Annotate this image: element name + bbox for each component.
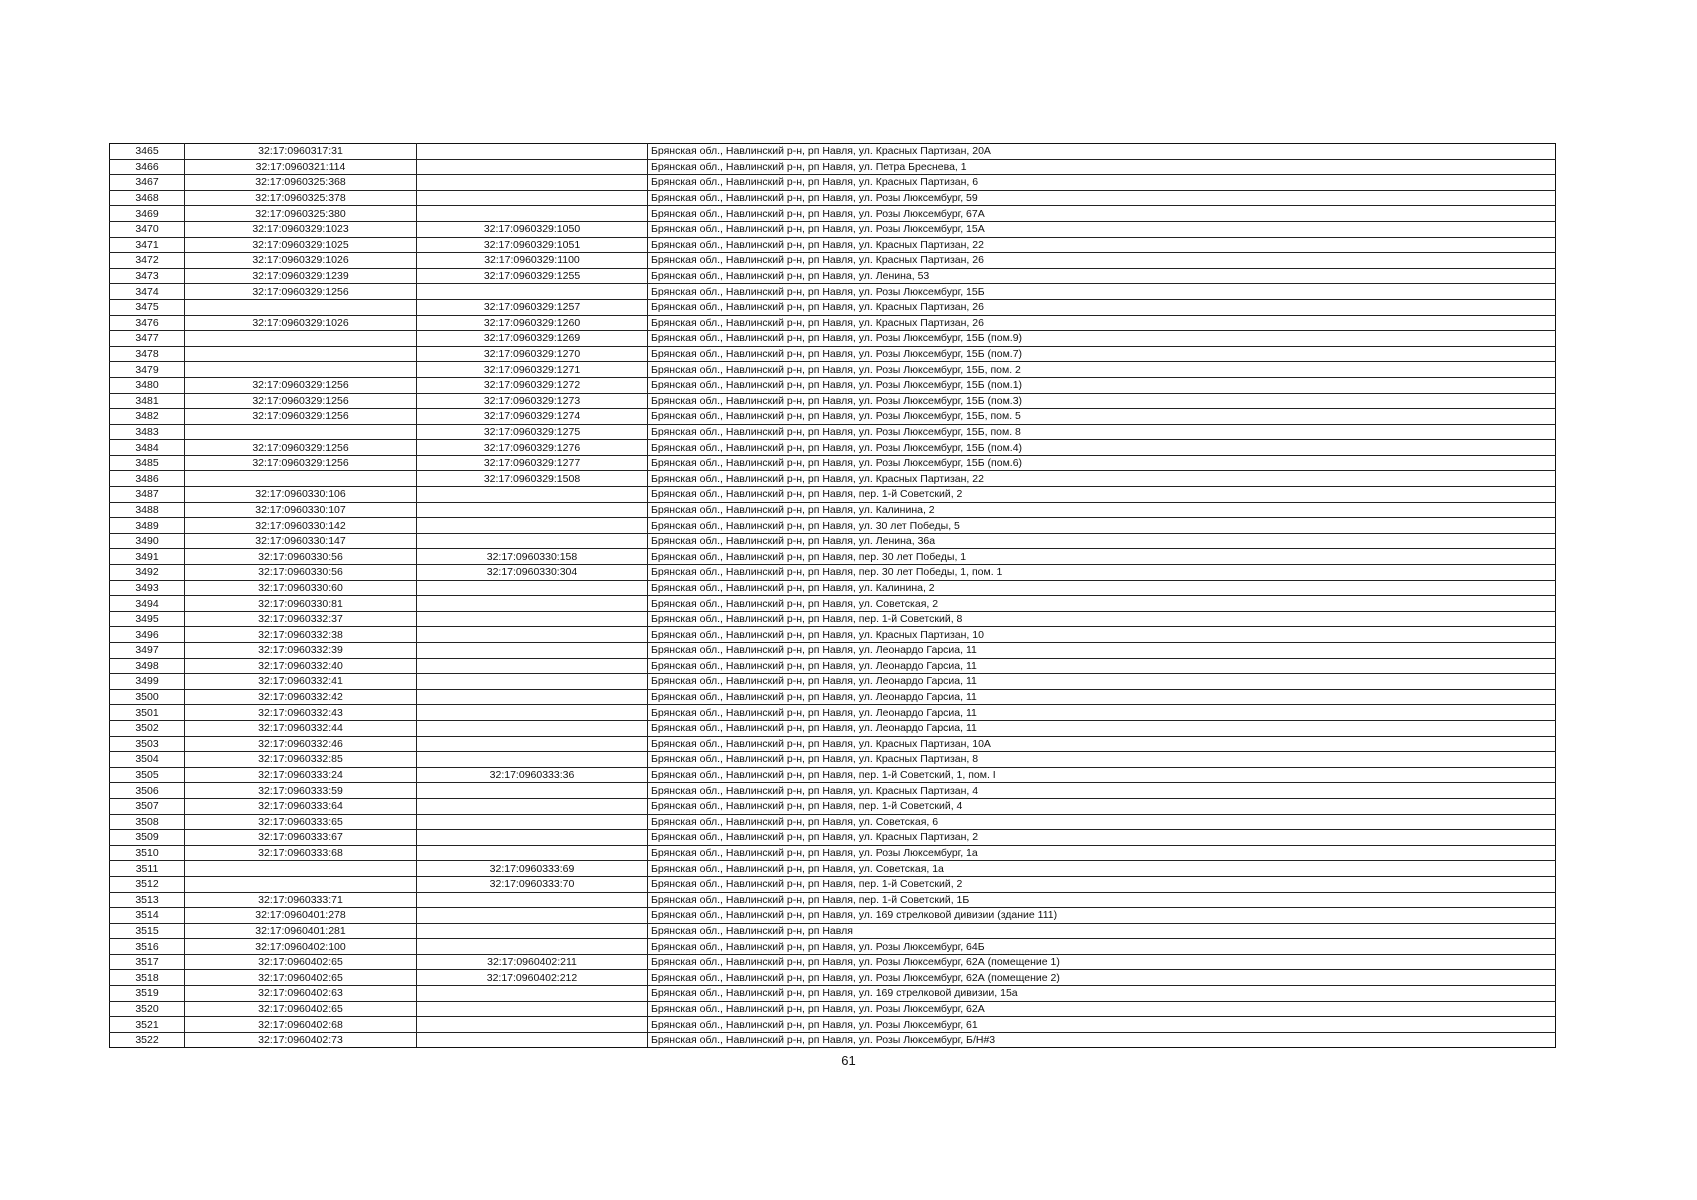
related-cadastral-number-cell: 32:17:0960329:1260 [417, 315, 648, 331]
address-cell: Брянская обл., Навлинский р-н, рп Навля, ул. Красных Партизан, 6 [648, 175, 1556, 191]
cadastral-number-cell: 32:17:0960317:31 [185, 144, 417, 160]
address-cell: Брянская обл., Навлинский р-н, рп Навля, ул. Красных Партизан, 10 [648, 627, 1556, 643]
cadastral-number-cell [185, 299, 417, 315]
row-number-cell: 3475 [110, 299, 185, 315]
cadastral-number-cell: 32:17:0960332:38 [185, 627, 417, 643]
related-cadastral-number-cell [417, 487, 648, 503]
cadastral-number-cell: 32:17:0960332:40 [185, 658, 417, 674]
table-row [110, 549, 1556, 565]
related-cadastral-number-cell [417, 798, 648, 814]
row-number-cell: 3484 [110, 440, 185, 456]
cadastral-number-cell: 32:17:0960330:60 [185, 580, 417, 596]
related-cadastral-number-cell: 32:17:0960329:1277 [417, 455, 648, 471]
related-cadastral-number-cell [417, 923, 648, 939]
table-row [110, 658, 1556, 674]
address-cell: Брянская обл., Навлинский р-н, рп Навля, ул. Красных Партизан, 26 [648, 299, 1556, 315]
row-number-cell: 3517 [110, 954, 185, 970]
table-row [110, 736, 1556, 752]
cadastral-number-cell [185, 346, 417, 362]
cadastral-number-cell: 32:17:0960330:106 [185, 487, 417, 503]
table-row [110, 1032, 1556, 1048]
cadastral-number-cell: 32:17:0960330:56 [185, 549, 417, 565]
related-cadastral-number-cell [417, 814, 648, 830]
cadastral-number-cell: 32:17:0960321:114 [185, 159, 417, 175]
row-number-cell: 3516 [110, 939, 185, 955]
cadastral-number-cell: 32:17:0960329:1256 [185, 440, 417, 456]
row-number-cell: 3487 [110, 487, 185, 503]
related-cadastral-number-cell: 32:17:0960329:1257 [417, 299, 648, 315]
row-number-cell: 3467 [110, 175, 185, 191]
cadastral-number-cell: 32:17:0960402:65 [185, 970, 417, 986]
cadastral-number-cell: 32:17:0960401:281 [185, 923, 417, 939]
table-body [110, 144, 1556, 1048]
address-cell: Брянская обл., Навлинский р-н, рп Навля, ул. Красных Партизан, 4 [648, 783, 1556, 799]
row-number-cell: 3486 [110, 471, 185, 487]
row-number-cell: 3481 [110, 393, 185, 409]
row-number-cell: 3504 [110, 752, 185, 768]
cadastral-number-cell [185, 876, 417, 892]
address-cell: Брянская обл., Навлинский р-н, рп Навля, пер. 1-й Советский, 1, пом. I [648, 767, 1556, 783]
cadastral-number-cell: 32:17:0960333:67 [185, 830, 417, 846]
table-row [110, 596, 1556, 612]
related-cadastral-number-cell [417, 175, 648, 191]
related-cadastral-number-cell: 32:17:0960329:1273 [417, 393, 648, 409]
row-number-cell: 3505 [110, 767, 185, 783]
table-row [110, 487, 1556, 503]
cadastral-number-cell: 32:17:0960332:85 [185, 752, 417, 768]
related-cadastral-number-cell [417, 284, 648, 300]
table-row [110, 923, 1556, 939]
cadastral-number-cell: 32:17:0960329:1256 [185, 393, 417, 409]
related-cadastral-number-cell [417, 908, 648, 924]
related-cadastral-number-cell [417, 611, 648, 627]
related-cadastral-number-cell [417, 596, 648, 612]
row-number-cell: 3482 [110, 409, 185, 425]
address-cell: Брянская обл., Навлинский р-н, рп Навля, пер. 30 лет Победы, 1, пом. 1 [648, 565, 1556, 581]
table-row [110, 783, 1556, 799]
row-number-cell: 3513 [110, 892, 185, 908]
table-row [110, 565, 1556, 581]
table-row [110, 175, 1556, 191]
related-cadastral-number-cell: 32:17:0960333:69 [417, 861, 648, 877]
table-row [110, 908, 1556, 924]
table-row [110, 502, 1556, 518]
address-cell: Брянская обл., Навлинский р-н, рп Навля, ул. Советская, 6 [648, 814, 1556, 830]
related-cadastral-number-cell [417, 939, 648, 955]
row-number-cell: 3468 [110, 190, 185, 206]
related-cadastral-number-cell [417, 830, 648, 846]
address-cell: Брянская обл., Навлинский р-н, рп Навля, ул. Красных Партизан, 8 [648, 752, 1556, 768]
table-row [110, 533, 1556, 549]
table-row [110, 409, 1556, 425]
related-cadastral-number-cell [417, 190, 648, 206]
related-cadastral-number-cell: 32:17:0960329:1050 [417, 221, 648, 237]
address-cell: Брянская обл., Навлинский р-н, рп Навля [648, 923, 1556, 939]
cadastral-number-cell: 32:17:0960333:65 [185, 814, 417, 830]
address-cell: Брянская обл., Навлинский р-н, рп Навля, ул. 30 лет Победы, 5 [648, 518, 1556, 534]
row-number-cell: 3490 [110, 533, 185, 549]
cadastral-number-cell: 32:17:0960330:107 [185, 502, 417, 518]
related-cadastral-number-cell [417, 689, 648, 705]
row-number-cell: 3469 [110, 206, 185, 222]
table-row [110, 814, 1556, 830]
table-row [110, 674, 1556, 690]
address-cell: Брянская обл., Навлинский р-н, рп Навля, ул. Розы Люксембург, 15Б (пом.3) [648, 393, 1556, 409]
related-cadastral-number-cell: 32:17:0960329:1274 [417, 409, 648, 425]
row-number-cell: 3501 [110, 705, 185, 721]
address-cell: Брянская обл., Навлинский р-н, рп Навля, ул. Леонардо Гарсиа, 11 [648, 689, 1556, 705]
cadastral-number-cell: 32:17:0960332:41 [185, 674, 417, 690]
table-row [110, 284, 1556, 300]
cadastral-number-cell: 32:17:0960402:73 [185, 1032, 417, 1048]
cadastral-number-cell [185, 471, 417, 487]
row-number-cell: 3488 [110, 502, 185, 518]
table-row [110, 159, 1556, 175]
page-number: 61 [841, 1053, 856, 1068]
row-number-cell: 3489 [110, 518, 185, 534]
address-cell: Брянская обл., Навлинский р-н, рп Навля, ул. Розы Люксембург, 61 [648, 1017, 1556, 1033]
row-number-cell: 3496 [110, 627, 185, 643]
address-cell: Брянская обл., Навлинский р-н, рп Навля, ул. Розы Люксембург, 62А [648, 1001, 1556, 1017]
address-cell: Брянская обл., Навлинский р-н, рп Навля, ул. Леонардо Гарсиа, 11 [648, 720, 1556, 736]
table-row [110, 970, 1556, 986]
address-cell: Брянская обл., Навлинский р-н, рп Навля, ул. Красных Партизан, 20А [648, 144, 1556, 160]
cadastral-number-cell: 32:17:0960329:1026 [185, 253, 417, 269]
table-row [110, 221, 1556, 237]
address-cell: Брянская обл., Навлинский р-н, рп Навля, ул. Розы Люксембург, 1а [648, 845, 1556, 861]
cadastral-number-cell [185, 362, 417, 378]
related-cadastral-number-cell [417, 206, 648, 222]
row-number-cell: 3495 [110, 611, 185, 627]
row-number-cell: 3511 [110, 861, 185, 877]
address-cell: Брянская обл., Навлинский р-н, рп Навля, ул. Розы Люксембург, 15Б (пом.6) [648, 455, 1556, 471]
address-cell: Брянская обл., Навлинский р-н, рп Навля, ул. Розы Люксембург, 15Б (пом.1) [648, 377, 1556, 393]
address-cell: Брянская обл., Навлинский р-н, рп Навля, пер. 1-й Советский, 4 [648, 798, 1556, 814]
table-row [110, 299, 1556, 315]
row-number-cell: 3491 [110, 549, 185, 565]
cadastral-number-cell: 32:17:0960332:46 [185, 736, 417, 752]
table-row [110, 1017, 1556, 1033]
related-cadastral-number-cell [417, 658, 648, 674]
related-cadastral-number-cell: 32:17:0960329:1271 [417, 362, 648, 378]
table-row [110, 362, 1556, 378]
row-number-cell: 3509 [110, 830, 185, 846]
cadastral-number-cell: 32:17:0960329:1239 [185, 268, 417, 284]
cadastral-number-cell: 32:17:0960330:56 [185, 565, 417, 581]
row-number-cell: 3470 [110, 221, 185, 237]
address-cell: Брянская обл., Навлинский р-н, рп Навля, ул. Калинина, 2 [648, 502, 1556, 518]
address-cell: Брянская обл., Навлинский р-н, рп Навля, ул. Красных Партизан, 2 [648, 830, 1556, 846]
related-cadastral-number-cell [417, 580, 648, 596]
cadastral-number-cell [185, 424, 417, 440]
document-table [109, 143, 1556, 1048]
related-cadastral-number-cell [417, 674, 648, 690]
related-cadastral-number-cell: 32:17:0960329:1276 [417, 440, 648, 456]
related-cadastral-number-cell [417, 627, 648, 643]
related-cadastral-number-cell [417, 845, 648, 861]
table-row [110, 455, 1556, 471]
row-number-cell: 3521 [110, 1017, 185, 1033]
address-cell: Брянская обл., Навлинский р-н, рп Навля, ул. Красных Партизан, 26 [648, 253, 1556, 269]
address-cell: Брянская обл., Навлинский р-н, рп Навля, ул. Петра Бреснева, 1 [648, 159, 1556, 175]
related-cadastral-number-cell: 32:17:0960329:1272 [417, 377, 648, 393]
row-number-cell: 3477 [110, 331, 185, 347]
cadastral-number-cell: 32:17:0960332:42 [185, 689, 417, 705]
cadastral-number-cell: 32:17:0960325:378 [185, 190, 417, 206]
table-row [110, 190, 1556, 206]
table-row [110, 518, 1556, 534]
row-number-cell: 3497 [110, 643, 185, 659]
address-cell: Брянская обл., Навлинский р-н, рп Навля, ул. Розы Люксембург, 15Б (пом.4) [648, 440, 1556, 456]
cadastral-number-cell: 32:17:0960333:59 [185, 783, 417, 799]
table-row [110, 377, 1556, 393]
cadastral-number-cell: 32:17:0960402:63 [185, 986, 417, 1002]
cadastral-number-cell: 32:17:0960330:81 [185, 596, 417, 612]
cadastral-number-cell: 32:17:0960329:1256 [185, 455, 417, 471]
table-row [110, 939, 1556, 955]
table-row [110, 424, 1556, 440]
address-cell: Брянская обл., Навлинский р-н, рп Навля, ул. Леонардо Гарсиа, 11 [648, 658, 1556, 674]
address-cell: Брянская обл., Навлинский р-н, рп Навля, ул. 169 стрелковой дивизии, 15а [648, 986, 1556, 1002]
related-cadastral-number-cell: 32:17:0960329:1270 [417, 346, 648, 362]
address-cell: Брянская обл., Навлинский р-н, рп Навля, пер. 30 лет Победы, 1 [648, 549, 1556, 565]
cadastral-number-cell: 32:17:0960325:368 [185, 175, 417, 191]
address-cell: Брянская обл., Навлинский р-н, рп Навля, пер. 1-й Советский, 2 [648, 876, 1556, 892]
row-number-cell: 3503 [110, 736, 185, 752]
table-row [110, 253, 1556, 269]
related-cadastral-number-cell [417, 643, 648, 659]
address-cell: Брянская обл., Навлинский р-н, рп Навля, ул. Розы Люксембург, 62А (помещение 2) [648, 970, 1556, 986]
address-cell: Брянская обл., Навлинский р-н, рп Навля, ул. Розы Люксембург, 62А (помещение 1) [648, 954, 1556, 970]
address-cell: Брянская обл., Навлинский р-н, рп Навля, ул. Леонардо Гарсиа, 11 [648, 674, 1556, 690]
row-number-cell: 3485 [110, 455, 185, 471]
row-number-cell: 3507 [110, 798, 185, 814]
table-row [110, 986, 1556, 1002]
row-number-cell: 3518 [110, 970, 185, 986]
address-cell: Брянская обл., Навлинский р-н, рп Навля, ул. Розы Люксембург, 15Б (пом.9) [648, 331, 1556, 347]
cadastral-number-cell: 32:17:0960330:147 [185, 533, 417, 549]
related-cadastral-number-cell: 32:17:0960333:36 [417, 767, 648, 783]
address-cell: Брянская обл., Навлинский р-н, рп Навля, ул. Советская, 2 [648, 596, 1556, 612]
related-cadastral-number-cell: 32:17:0960329:1269 [417, 331, 648, 347]
row-number-cell: 3479 [110, 362, 185, 378]
table-row [110, 206, 1556, 222]
cadastral-number-cell [185, 331, 417, 347]
row-number-cell: 3492 [110, 565, 185, 581]
related-cadastral-number-cell: 32:17:0960402:211 [417, 954, 648, 970]
row-number-cell: 3520 [110, 1001, 185, 1017]
address-cell: Брянская обл., Навлинский р-н, рп Навля, ул. Розы Люксембург, 15Б, пом. 8 [648, 424, 1556, 440]
table-row [110, 346, 1556, 362]
address-cell: Брянская обл., Навлинский р-н, рп Навля, ул. Ленина, 36а [648, 533, 1556, 549]
cadastral-number-cell: 32:17:0960332:44 [185, 720, 417, 736]
address-cell: Брянская обл., Навлинский р-н, рп Навля, пер. 1-й Советский, 8 [648, 611, 1556, 627]
address-cell: Брянская обл., Навлинский р-н, рп Навля, ул. Розы Люксембург, 67А [648, 206, 1556, 222]
address-cell: Брянская обл., Навлинский р-н, рп Навля, ул. Красных Партизан, 26 [648, 315, 1556, 331]
cadastral-number-cell: 32:17:0960402:65 [185, 954, 417, 970]
related-cadastral-number-cell [417, 720, 648, 736]
related-cadastral-number-cell [417, 1032, 648, 1048]
row-number-cell: 3480 [110, 377, 185, 393]
row-number-cell: 3473 [110, 268, 185, 284]
related-cadastral-number-cell [417, 736, 648, 752]
related-cadastral-number-cell [417, 705, 648, 721]
table-row [110, 627, 1556, 643]
table-row [110, 580, 1556, 596]
related-cadastral-number-cell [417, 892, 648, 908]
address-cell: Брянская обл., Навлинский р-н, рп Навля, ул. Советская, 1а [648, 861, 1556, 877]
row-number-cell: 3500 [110, 689, 185, 705]
cadastral-number-cell: 32:17:0960401:278 [185, 908, 417, 924]
row-number-cell: 3515 [110, 923, 185, 939]
address-cell: Брянская обл., Навлинский р-н, рп Навля, ул. Ленина, 53 [648, 268, 1556, 284]
related-cadastral-number-cell: 32:17:0960329:1100 [417, 253, 648, 269]
row-number-cell: 3483 [110, 424, 185, 440]
row-number-cell: 3514 [110, 908, 185, 924]
related-cadastral-number-cell: 32:17:0960330:158 [417, 549, 648, 565]
cadastral-number-cell: 32:17:0960329:1025 [185, 237, 417, 253]
address-cell: Брянская обл., Навлинский р-н, рп Навля, пер. 1-й Советский, 1Б [648, 892, 1556, 908]
related-cadastral-number-cell: 32:17:0960333:70 [417, 876, 648, 892]
table-row [110, 892, 1556, 908]
address-cell: Брянская обл., Навлинский р-н, рп Навля, ул. Розы Люксембург, 64Б [648, 939, 1556, 955]
table-row [110, 752, 1556, 768]
table-row [110, 689, 1556, 705]
table-row [110, 643, 1556, 659]
address-cell: Брянская обл., Навлинский р-н, рп Навля, пер. 1-й Советский, 2 [648, 487, 1556, 503]
cadastral-number-cell: 32:17:0960333:64 [185, 798, 417, 814]
address-cell: Брянская обл., Навлинский р-н, рп Навля, ул. Красных Партизан, 22 [648, 471, 1556, 487]
row-number-cell: 3474 [110, 284, 185, 300]
row-number-cell: 3465 [110, 144, 185, 160]
related-cadastral-number-cell [417, 1017, 648, 1033]
table-row [110, 767, 1556, 783]
cadastral-number-cell: 32:17:0960330:142 [185, 518, 417, 534]
table-row [110, 845, 1556, 861]
table-row [110, 331, 1556, 347]
related-cadastral-number-cell: 32:17:0960329:1255 [417, 268, 648, 284]
table-row [110, 237, 1556, 253]
related-cadastral-number-cell [417, 986, 648, 1002]
cadastral-number-cell: 32:17:0960333:24 [185, 767, 417, 783]
row-number-cell: 3522 [110, 1032, 185, 1048]
row-number-cell: 3476 [110, 315, 185, 331]
related-cadastral-number-cell: 32:17:0960402:212 [417, 970, 648, 986]
table-row [110, 393, 1556, 409]
table-row [110, 954, 1556, 970]
address-cell: Брянская обл., Навлинский р-н, рп Навля, ул. Калинина, 2 [648, 580, 1556, 596]
related-cadastral-number-cell: 32:17:0960329:1051 [417, 237, 648, 253]
cadastral-number-cell: 32:17:0960402:65 [185, 1001, 417, 1017]
address-cell: Брянская обл., Навлинский р-н, рп Навля, ул. Розы Люксембург, 15А [648, 221, 1556, 237]
address-cell: Брянская обл., Навлинский р-н, рп Навля, ул. Розы Люксембург, 15Б (пом.7) [648, 346, 1556, 362]
row-number-cell: 3471 [110, 237, 185, 253]
cadastral-number-cell: 32:17:0960329:1256 [185, 409, 417, 425]
address-cell: Брянская обл., Навлинский р-н, рп Навля, ул. Розы Люксембург, Б/Н#3 [648, 1032, 1556, 1048]
cadastral-number-cell: 32:17:0960329:1023 [185, 221, 417, 237]
related-cadastral-number-cell [417, 783, 648, 799]
address-cell: Брянская обл., Навлинский р-н, рп Навля, ул. Розы Люксембург, 15Б, пом. 5 [648, 409, 1556, 425]
table-row [110, 440, 1556, 456]
cadastral-number-cell: 32:17:0960332:39 [185, 643, 417, 659]
related-cadastral-number-cell: 32:17:0960329:1508 [417, 471, 648, 487]
row-number-cell: 3506 [110, 783, 185, 799]
table-row [110, 830, 1556, 846]
related-cadastral-number-cell [417, 533, 648, 549]
row-number-cell: 3502 [110, 720, 185, 736]
table-row [110, 705, 1556, 721]
table-row [110, 144, 1556, 160]
cadastral-number-cell: 32:17:0960402:68 [185, 1017, 417, 1033]
related-cadastral-number-cell [417, 1001, 648, 1017]
related-cadastral-number-cell [417, 144, 648, 160]
address-cell: Брянская обл., Навлинский р-н, рп Навля, ул. Леонардо Гарсиа, 11 [648, 705, 1556, 721]
table-row [110, 861, 1556, 877]
row-number-cell: 3519 [110, 986, 185, 1002]
cadastral-number-cell: 32:17:0960332:43 [185, 705, 417, 721]
cadastral-number-cell: 32:17:0960329:1026 [185, 315, 417, 331]
related-cadastral-number-cell [417, 752, 648, 768]
row-number-cell: 3508 [110, 814, 185, 830]
row-number-cell: 3494 [110, 596, 185, 612]
address-cell: Брянская обл., Навлинский р-н, рп Навля, ул. Красных Партизан, 10А [648, 736, 1556, 752]
table-row [110, 471, 1556, 487]
address-cell: Брянская обл., Навлинский р-н, рп Навля, ул. Розы Люксембург, 15Б, пом. 2 [648, 362, 1556, 378]
row-number-cell: 3498 [110, 658, 185, 674]
row-number-cell: 3499 [110, 674, 185, 690]
table-row [110, 876, 1556, 892]
row-number-cell: 3472 [110, 253, 185, 269]
cadastral-number-cell: 32:17:0960329:1256 [185, 377, 417, 393]
table-row [110, 611, 1556, 627]
address-cell: Брянская обл., Навлинский р-н, рп Навля, ул. 169 стрелковой дивизии (здание 111) [648, 908, 1556, 924]
related-cadastral-number-cell [417, 502, 648, 518]
row-number-cell: 3512 [110, 876, 185, 892]
table-row [110, 798, 1556, 814]
row-number-cell: 3510 [110, 845, 185, 861]
table-row [110, 1001, 1556, 1017]
row-number-cell: 3466 [110, 159, 185, 175]
cadastral-number-cell: 32:17:0960333:71 [185, 892, 417, 908]
address-cell: Брянская обл., Навлинский р-н, рп Навля, ул. Розы Люксембург, 59 [648, 190, 1556, 206]
cadastral-number-cell: 32:17:0960329:1256 [185, 284, 417, 300]
related-cadastral-number-cell [417, 159, 648, 175]
address-cell: Брянская обл., Навлинский р-н, рп Навля, ул. Розы Люксембург, 15Б [648, 284, 1556, 300]
cadastral-number-cell: 32:17:0960402:100 [185, 939, 417, 955]
related-cadastral-number-cell [417, 518, 648, 534]
related-cadastral-number-cell: 32:17:0960329:1275 [417, 424, 648, 440]
table-row [110, 315, 1556, 331]
cadastral-number-cell: 32:17:0960333:68 [185, 845, 417, 861]
address-cell: Брянская обл., Навлинский р-н, рп Навля, ул. Красных Партизан, 22 [648, 237, 1556, 253]
row-number-cell: 3478 [110, 346, 185, 362]
address-cell: Брянская обл., Навлинский р-н, рп Навля, ул. Леонардо Гарсиа, 11 [648, 643, 1556, 659]
cadastral-number-cell [185, 861, 417, 877]
table-row [110, 268, 1556, 284]
cadastral-number-cell: 32:17:0960332:37 [185, 611, 417, 627]
related-cadastral-number-cell: 32:17:0960330:304 [417, 565, 648, 581]
cadastral-number-cell: 32:17:0960325:380 [185, 206, 417, 222]
row-number-cell: 3493 [110, 580, 185, 596]
table-row [110, 720, 1556, 736]
